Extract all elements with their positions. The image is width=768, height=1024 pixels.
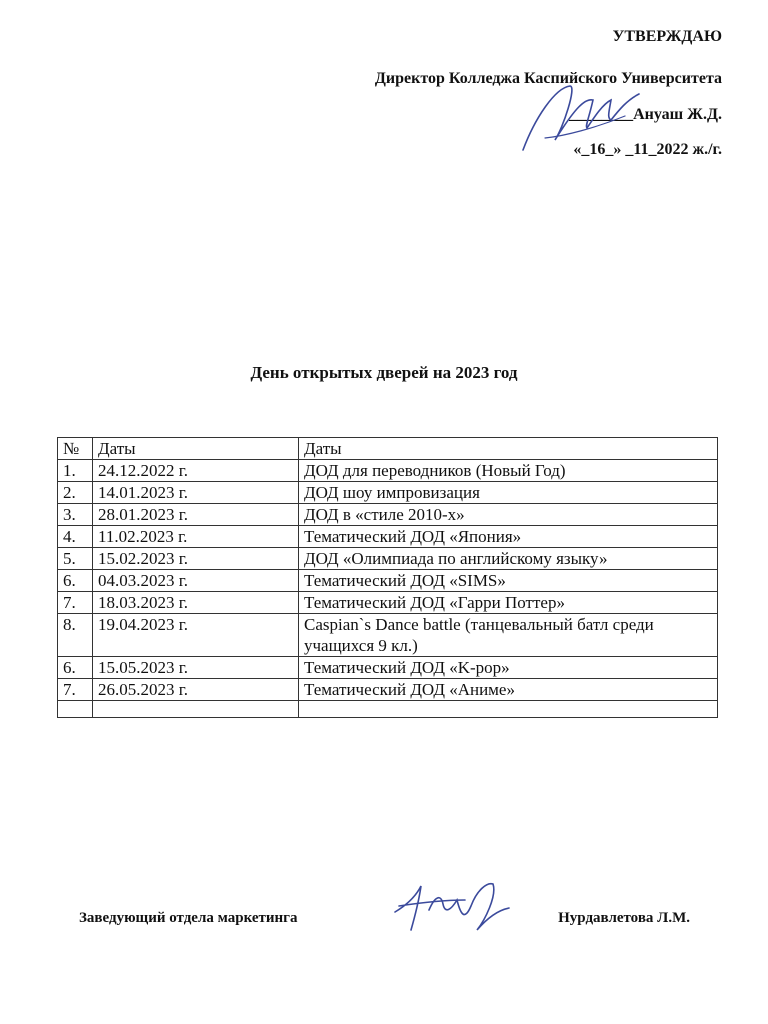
table-row-empty [58,701,718,718]
row-date: 04.03.2023 г. [93,570,299,592]
row-event: Caspian`s Dance battle (танцевальный батл среди учащихся 9 кл.) [299,614,718,657]
row-number: 6. [58,570,93,592]
row-date: 28.01.2023 г. [93,504,299,526]
row-number: 8. [58,614,93,657]
row-number: 4. [58,526,93,548]
table-row [58,504,718,526]
row-date: 24.12.2022 г. [93,460,299,482]
row-date: 19.04.2023 г. [93,614,299,657]
approval-date: «_16_» _11_2022 ж./г. [573,141,722,158]
director-signature [515,78,645,158]
table-row [58,614,718,657]
row-event: Тематический ДОД «SIMS» [299,570,718,592]
row-date: 15.05.2023 г. [93,657,299,679]
row-number: 2. [58,482,93,504]
row-event: Тематический ДОД «Аниме» [299,679,718,701]
row-event: Тематический ДОД «K-pop» [299,657,718,679]
row-date: 18.03.2023 г. [93,592,299,614]
table-row [58,570,718,592]
row-date: 26.05.2023 г. [93,679,299,701]
approval-position: Директор Колледжа Каспийского Университета [374,70,722,87]
row-number: 7. [58,679,93,701]
header-number: № [58,438,93,460]
table-row [58,657,718,679]
table-row [58,460,718,482]
row-number: 5. [58,548,93,570]
row-event: ДОД для переводников (Новый Год) [299,460,718,482]
open-days-table [57,437,718,718]
table-row [58,482,718,504]
footer-name: Нурдавлетова Л.М. [558,910,690,926]
row-event: ДОД в «стиле 2010-х» [299,504,718,526]
approval-signatory: ________Ануаш Ж.Д. [569,106,722,123]
row-event: Тематический ДОД «Гарри Поттер» [299,592,718,614]
row-number: 1. [58,460,93,482]
row-date: 11.02.2023 г. [93,526,299,548]
row-number: 6. [58,657,93,679]
row-date: 15.02.2023 г. [93,548,299,570]
table-row [58,548,718,570]
row-event: ДОД «Олимпиада по английскому языку» [299,548,718,570]
footer-position: Заведующий отдела маркетинга [79,910,298,926]
marketing-head-signature [385,876,515,936]
table-row [58,526,718,548]
table-row [58,592,718,614]
header-dates: Даты [93,438,299,460]
document-title: День открытых дверей на 2023 год [250,363,518,382]
row-date: 14.01.2023 г. [93,482,299,504]
header-event: Даты [299,438,718,460]
table-header-row [58,438,718,460]
row-event: ДОД шоу импровизация [299,482,718,504]
row-event: Тематический ДОД «Япония» [299,526,718,548]
row-number: 7. [58,592,93,614]
row-number: 3. [58,504,93,526]
table-row [58,679,718,701]
approval-heading: УТВЕРЖДАЮ [612,28,722,45]
